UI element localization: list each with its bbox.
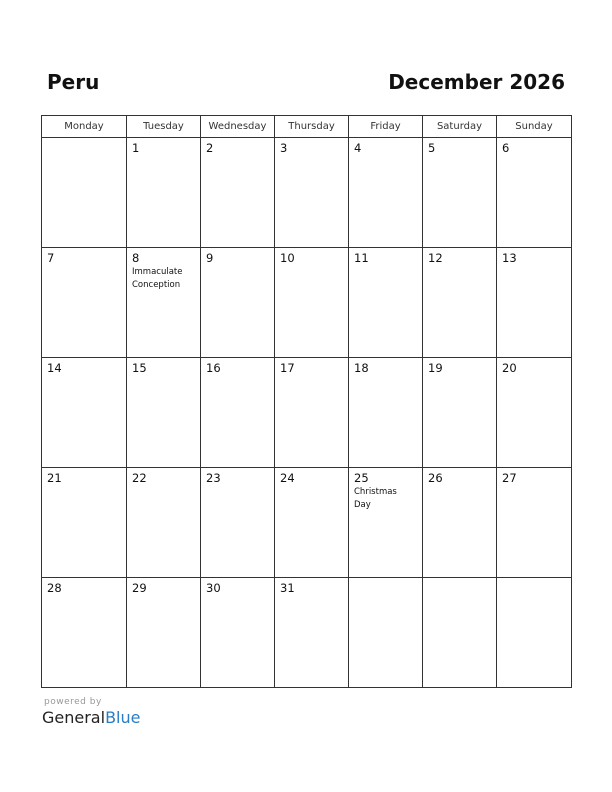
logo-blue: Blue	[105, 708, 141, 727]
day-number: 9	[206, 251, 214, 265]
day-number: 8	[132, 251, 140, 265]
day-number: 5	[428, 141, 436, 155]
day-number: 17	[280, 361, 295, 375]
day-number: 22	[132, 471, 147, 485]
day-number: 16	[206, 361, 221, 375]
day-cell	[275, 358, 349, 468]
week-row	[42, 248, 572, 358]
day-cell	[127, 358, 201, 468]
weekday-header: Wednesday	[201, 116, 275, 138]
day-number: 14	[47, 361, 62, 375]
day-number: 24	[280, 471, 295, 485]
day-number: 23	[206, 471, 221, 485]
day-number: 20	[502, 361, 517, 375]
day-number	[423, 578, 496, 581]
weekday-header: Thursday	[275, 116, 349, 138]
day-cell	[42, 578, 127, 688]
day-cell	[423, 578, 497, 688]
day-cell	[127, 138, 201, 248]
day-cell	[127, 248, 201, 358]
day-cell	[497, 578, 572, 688]
day-cell	[349, 578, 423, 688]
day-cell	[497, 468, 572, 578]
day-cell	[497, 358, 572, 468]
logo-general: General	[42, 708, 106, 727]
month-title: December 2026	[388, 70, 565, 94]
day-number: 10	[280, 251, 295, 265]
holiday-label: Christmas Day	[354, 487, 397, 510]
day-number: 26	[428, 471, 443, 485]
day-cell	[42, 358, 127, 468]
day-cell	[497, 248, 572, 358]
day-number: 21	[47, 471, 62, 485]
day-cell	[275, 248, 349, 358]
day-cell	[349, 468, 423, 578]
weekday-header: Tuesday	[127, 116, 201, 138]
day-cell	[275, 468, 349, 578]
day-cell	[201, 248, 275, 358]
day-number: 28	[47, 581, 62, 595]
day-cell	[423, 358, 497, 468]
day-number: 6	[502, 141, 510, 155]
day-cell	[42, 138, 127, 248]
day-number: 3	[280, 141, 288, 155]
day-number	[42, 138, 126, 141]
weekday-header: Saturday	[423, 116, 497, 138]
week-row	[42, 358, 572, 468]
day-number: 19	[428, 361, 443, 375]
day-cell	[201, 138, 275, 248]
day-number: 25	[354, 471, 369, 485]
day-cell	[349, 358, 423, 468]
day-number: 30	[206, 581, 221, 595]
powered-by-text: powered by	[44, 697, 102, 707]
day-number: 11	[354, 251, 369, 265]
day-number: 29	[132, 581, 147, 595]
holiday-label: Immaculate Conception	[132, 267, 183, 290]
calendar-grid	[41, 115, 572, 688]
day-cell	[201, 358, 275, 468]
week-row	[42, 468, 572, 578]
day-cell	[423, 468, 497, 578]
generalblue-logo[interactable]	[42, 708, 140, 727]
day-number: 1	[132, 141, 140, 155]
country-title: Peru	[47, 70, 100, 94]
day-number: 31	[280, 581, 295, 595]
weekday-header: Sunday	[497, 116, 572, 138]
day-cell	[423, 248, 497, 358]
day-cell	[349, 138, 423, 248]
day-cell	[275, 578, 349, 688]
day-number	[497, 578, 571, 581]
day-cell	[42, 468, 127, 578]
day-cell	[349, 248, 423, 358]
day-cell	[423, 138, 497, 248]
day-number	[349, 578, 422, 581]
day-number: 7	[47, 251, 55, 265]
day-cell	[201, 578, 275, 688]
week-row	[42, 138, 572, 248]
day-cell	[127, 578, 201, 688]
weekday-header: Monday	[42, 116, 127, 138]
day-number: 13	[502, 251, 517, 265]
day-number: 2	[206, 141, 214, 155]
day-number: 18	[354, 361, 369, 375]
day-cell	[497, 138, 572, 248]
day-number: 15	[132, 361, 147, 375]
week-row	[42, 578, 572, 688]
weekday-header: Friday	[349, 116, 423, 138]
day-cell	[127, 468, 201, 578]
day-number: 4	[354, 141, 362, 155]
day-cell	[42, 248, 127, 358]
day-number: 12	[428, 251, 443, 265]
day-cell	[275, 138, 349, 248]
day-cell	[201, 468, 275, 578]
day-number: 27	[502, 471, 517, 485]
